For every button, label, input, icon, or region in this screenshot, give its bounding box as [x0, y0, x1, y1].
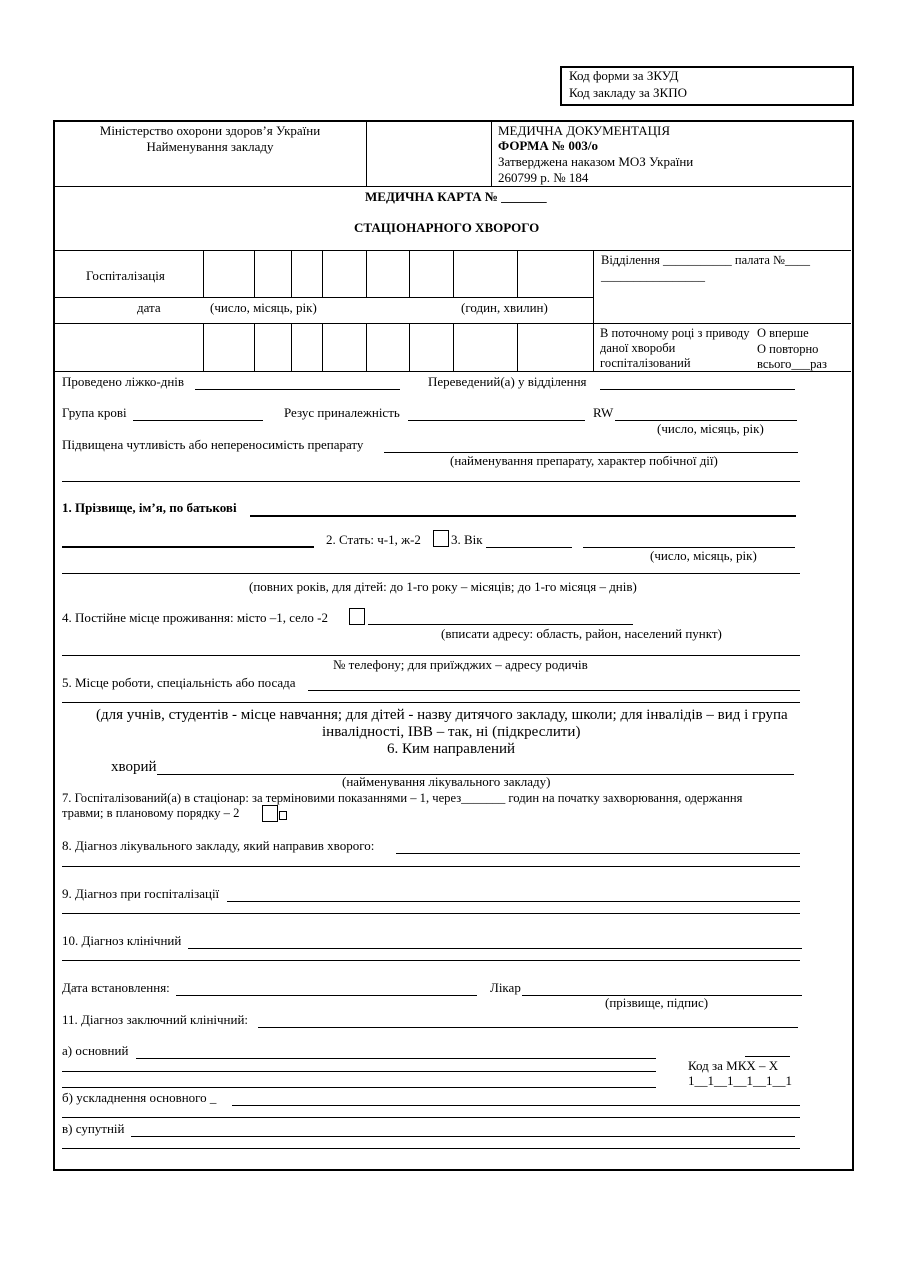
department-label: Відділення ___________ палата №____ — [601, 253, 810, 267]
date-parts-label: (число, місяць, рік) — [210, 300, 317, 315]
current-year-label: В поточному році з приводу даної хвороби госпіталізований — [600, 326, 750, 370]
address-input[interactable] — [368, 608, 633, 625]
full-name-label: 1. Прізвище, ім’я, по батькові — [62, 500, 237, 515]
complication-label: б) ускладнення основного _ — [62, 1090, 217, 1105]
discharge-year-input[interactable] — [324, 325, 364, 369]
hosp-month-input-2[interactable] — [293, 252, 320, 295]
complication-input[interactable] — [232, 1089, 800, 1106]
age-hint: (повних років, для дітей: до 1-го року – місяців; до 1-го місяця – днів) — [249, 579, 637, 594]
date-set-label: Дата встановлення: — [62, 980, 170, 995]
address-hint: (вписати адресу: область, район, населений пункт) — [441, 626, 722, 641]
diag-clinical-input[interactable] — [188, 932, 802, 949]
hospitalized-label-2: травми; в плановому порядку – 2 — [62, 806, 240, 820]
discharge-hour-input[interactable] — [455, 325, 515, 369]
date-set-input[interactable] — [176, 979, 477, 996]
hospitalization-label: Госпіталізація — [86, 268, 165, 283]
bed-days-input[interactable] — [195, 373, 400, 390]
rhesus-input[interactable] — [408, 404, 585, 421]
diag-final-label: 11. Діагноз заключний клінічний: — [62, 1012, 249, 1027]
hosp-year-input-2[interactable] — [368, 252, 407, 295]
dob-input[interactable] — [583, 531, 795, 548]
form-code-label: Код форми за ЗКУД — [569, 68, 679, 83]
sensitivity-hint: (найменування препарату, характер побічної дії) — [450, 453, 718, 468]
rhesus-label: Резус приналежність — [284, 405, 400, 420]
hosp-hour-input[interactable] — [455, 252, 515, 295]
main-diag-label: а) основний — [62, 1043, 129, 1058]
card-subtitle: СТАЦІОНАРНОГО ХВОРОГО — [354, 220, 540, 235]
referred-by-input[interactable] — [157, 758, 794, 775]
diag-referring-input[interactable] — [396, 837, 800, 854]
hosp-day-input[interactable] — [205, 252, 252, 295]
planned-checkbox-small[interactable] — [279, 811, 287, 820]
full-name-input-cont[interactable] — [62, 530, 314, 548]
work-hint-2: інвалідності, ІВВ – так, ні (підкреслити) — [322, 724, 581, 740]
facility-label: Найменування закладу — [146, 139, 274, 154]
age-label: 3. Вік — [451, 532, 483, 547]
hosp-year-input-1[interactable] — [324, 252, 364, 295]
sensitivity-label: Підвищена чутливість або непереносимість препарату — [62, 437, 364, 452]
hospitalized-label: 7. Госпіталізований(а) в стаціонар: за терміновими показаннями – 1, через_______ годин на початку захворювання, одержання — [62, 791, 743, 805]
rw-input[interactable] — [615, 404, 797, 421]
residence-label: 4. Постійне місце проживання: місто –1, село -2 — [62, 610, 328, 625]
doc-type-label: МЕДИЧНА ДОКУМЕНТАЦІЯ — [498, 123, 671, 138]
approved-label: Затверджена наказом МОЗ України — [498, 154, 694, 169]
total-times-label: всього___раз — [757, 357, 827, 371]
hosp-minute-input[interactable] — [519, 252, 591, 295]
doctor-label: Лікар — [490, 980, 521, 995]
date-label: дата — [137, 300, 161, 315]
concomitant-input[interactable] — [131, 1120, 795, 1137]
referred-title: 6. Ким направлений — [387, 741, 516, 757]
first-time-option[interactable]: О вперше — [757, 326, 809, 340]
concomitant-label: в) супутній — [62, 1121, 125, 1136]
sensitivity-input[interactable] — [384, 436, 798, 453]
full-name-input[interactable] — [250, 499, 796, 517]
form-number: ФОРМА № 003/о — [498, 138, 598, 153]
sex-label: 2. Стать: ч-1, ж-2 — [326, 532, 421, 547]
sex-checkbox[interactable] — [433, 530, 449, 547]
diag-admission-input[interactable] — [227, 885, 800, 902]
blood-group-label: Група крові — [62, 405, 127, 420]
order-label: 260799 р. № 184 — [498, 170, 589, 185]
diag-clinical-label: 10. Діагноз клінічний — [62, 933, 182, 948]
main-diag-input[interactable] — [136, 1042, 656, 1059]
work-label: 5. Місце роботи, спеціальність або посада — [62, 675, 296, 690]
transferred-input[interactable] — [600, 373, 795, 390]
mkh-code-cells[interactable]: 1__1__1__1__1__1 — [688, 1073, 792, 1088]
blood-group-input[interactable] — [133, 404, 263, 421]
facility-code-label: Код закладу за ЗКПО — [569, 85, 687, 100]
mkh-label: Код за МКХ – Х — [688, 1058, 779, 1073]
work-input[interactable] — [308, 674, 800, 691]
discharge-day-input[interactable] — [205, 325, 252, 369]
time-parts-label: (годин, хвилин) — [461, 300, 548, 315]
patient-label: хворий — [111, 759, 157, 775]
diag-referring-label: 8. Діагноз лікувального закладу, який направив хворого: — [62, 838, 375, 853]
card-title: МЕДИЧНА КАРТА № _______ — [365, 189, 547, 204]
department-line: ________________ — [601, 268, 705, 283]
hosp-month-input-1[interactable] — [256, 252, 289, 295]
dob-hint: (число, місяць, рік) — [650, 548, 757, 563]
transferred-label: Переведений(а) у відділення — [428, 374, 587, 389]
diag-final-input[interactable] — [258, 1011, 798, 1028]
referred-hint: (найменування лікувального закладу) — [342, 774, 551, 789]
residence-checkbox[interactable] — [349, 608, 365, 625]
repeat-option[interactable]: О повторно — [757, 342, 819, 356]
rw-label: RW — [593, 405, 614, 420]
rw-hint: (число, місяць, рік) — [657, 421, 764, 436]
planned-checkbox[interactable] — [262, 805, 278, 822]
discharge-month-input[interactable] — [256, 325, 289, 369]
doctor-hint: (прізвище, підпис) — [605, 995, 709, 1010]
age-input[interactable] — [486, 531, 572, 548]
phone-hint: № телефону; для приїжджих – адресу родичів — [333, 657, 588, 672]
work-hint-1: (для учнів, студентів - місце навчання; для дітей - назву дитячого закладу, школи; для інвалідів – вид і група — [96, 707, 788, 723]
bed-days-label: Проведено ліжко-днів — [62, 374, 185, 389]
doctor-input[interactable] — [522, 979, 802, 996]
diag-admission-label: 9. Діагноз при госпіталізації — [62, 886, 220, 901]
ministry-label: Міністерство охорони здоров’я України — [99, 123, 321, 138]
